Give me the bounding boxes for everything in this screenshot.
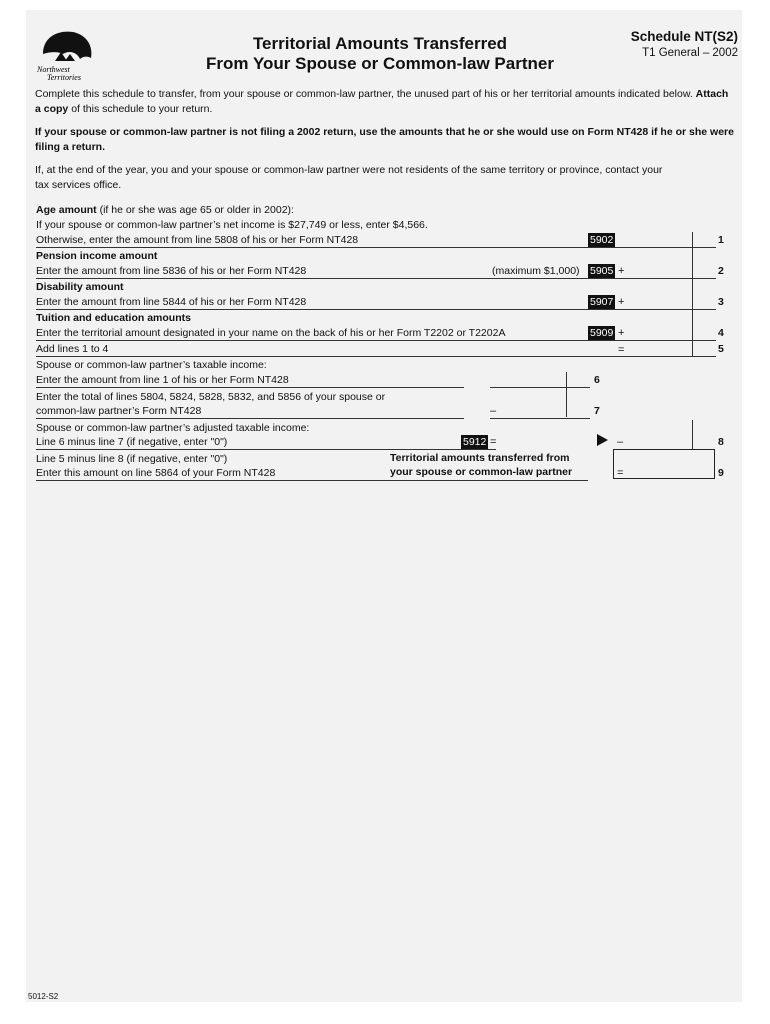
schedule-subtitle: T1 General – 2002 (642, 47, 738, 59)
divider (36, 340, 716, 341)
amount-column-divider (566, 372, 567, 417)
divider (36, 387, 464, 388)
arrow-right-icon (597, 434, 608, 446)
minus-sign: – (617, 436, 624, 448)
divider (36, 278, 716, 279)
divider (36, 309, 716, 310)
page-title (180, 34, 580, 74)
age-amount-rule: If your spouse or common-law partner’s net income is $27,749 or less, enter $4,566. (36, 219, 428, 231)
line-number-5: 5 (718, 343, 724, 355)
total-lines-form: common-law partner’s Form NT428 (36, 405, 202, 417)
pension-amount-title: Pension income amount (36, 250, 158, 262)
age-amount-condition: (if he or she was age 65 or older in 2002): (99, 204, 294, 216)
transferred-amounts-title-2: your spouse or common-law partner (390, 466, 573, 478)
amount-field-line (614, 356, 716, 357)
northwest-territories-logo (33, 26, 99, 82)
adjusted-income-label: Spouse or common-law partner’s adjusted taxable income: (36, 422, 310, 434)
schedule-header (631, 29, 738, 59)
divider (36, 247, 716, 248)
divider (36, 418, 464, 419)
pension-amount-instruction: Enter the amount from line 5836 of his or her Form NT428 (36, 265, 307, 277)
line-number-7: 7 (594, 405, 600, 417)
title-line-2: From Your Spouse or Common-law Partner (206, 54, 554, 73)
svg-text:Territories: Territories (47, 73, 81, 82)
line-number-1: 1 (718, 234, 724, 246)
line-code-5909: 5909 (590, 327, 614, 339)
intro-paragraph-1 (35, 87, 735, 117)
line-number-4: 4 (718, 327, 724, 339)
total-lines-instruction: Enter the total of lines 5804, 5824, 5828, 5832, and 5856 of your spouse or (36, 391, 386, 403)
age-amount-instruction: Otherwise, enter the amount from line 5808 of his or her Form NT428 (36, 234, 359, 246)
intro-paragraph-3: If, at the end of the year, you and your spouse or common-law partner were not residents of the same territory or province, contact your tax services office. (35, 164, 663, 191)
title-line-1: Territorial Amounts Transferred (252, 34, 508, 53)
line-number-2: 2 (718, 265, 724, 277)
disability-amount-title: Disability amount (36, 281, 124, 293)
spouse-taxable-income-label: Spouse or common-law partner’s taxable income: (36, 359, 267, 371)
form-code: 5012-S2 (28, 992, 59, 1001)
age-amount-title: Age amount (36, 204, 97, 216)
line-code-5902: 5902 (590, 234, 614, 246)
plus-sign: + (618, 327, 625, 339)
transferred-amounts-title-1: Territorial amounts transferred from (390, 452, 570, 464)
line-7-field[interactable] (490, 418, 590, 419)
amount-column-divider (692, 232, 693, 356)
line-9-destination: Enter this amount on line 5864 of your Form NT428 (36, 467, 276, 479)
divider (36, 449, 496, 450)
adjusted-income-instruction: Line 6 minus line 7 (if negative, enter "0") (36, 436, 228, 448)
line-code-5905: 5905 (590, 265, 614, 277)
equals-sign: = (617, 467, 624, 479)
schedule-name: Schedule NT(S2) (630, 29, 738, 44)
line-number-3: 3 (718, 296, 724, 308)
amount-column-divider (692, 420, 693, 450)
tuition-amount-title: Tuition and education amounts (36, 312, 191, 324)
disability-amount-instruction: Enter the amount from line 5844 of his or her Form NT428 (36, 296, 307, 308)
intro-paragraph-2: If your spouse or common-law partner is not filing a 2002 return, use the amounts that he or she would use on Form NT428 if he or she were filing a return. (35, 126, 734, 153)
plus-sign: + (618, 296, 625, 308)
line-6-field[interactable] (490, 387, 590, 388)
line-9-amount-box[interactable] (613, 449, 715, 479)
tuition-amount-instruction: Enter the territorial amount designated in your name on the back of his or her Form T2202 or T2202A (36, 327, 506, 339)
line-number-8: 8 (718, 436, 724, 448)
divider (390, 480, 588, 481)
minus-sign: – (490, 405, 497, 417)
pension-maximum: (maximum $1,000) (492, 265, 580, 277)
line-number-6: 6 (594, 374, 600, 386)
intro-text-end: of this schedule to your return. (71, 103, 213, 115)
line-9-instruction: Line 5 minus line 8 (if negative, enter "0") (36, 453, 228, 465)
plus-sign: + (618, 265, 625, 277)
line-code-5907: 5907 (590, 296, 614, 308)
add-lines-instruction: Add lines 1 to 4 (36, 343, 109, 355)
spouse-taxable-income-instruction: Enter the amount from line 1 of his or her Form NT428 (36, 374, 289, 386)
equals-sign: = (618, 344, 625, 356)
intro-text: Complete this schedule to transfer, from your spouse or common-law partner, the unused part of his or her territorial amounts indicated below. (35, 88, 693, 100)
age-amount-heading (36, 204, 294, 217)
form-page (26, 10, 742, 1002)
intro-bold: Attach a copy (35, 88, 729, 115)
line-number-9: 9 (718, 467, 724, 479)
line-code-5912: 5912 (463, 436, 487, 448)
logo-text: Northwest (37, 65, 70, 74)
equals-sign: = (490, 436, 497, 448)
